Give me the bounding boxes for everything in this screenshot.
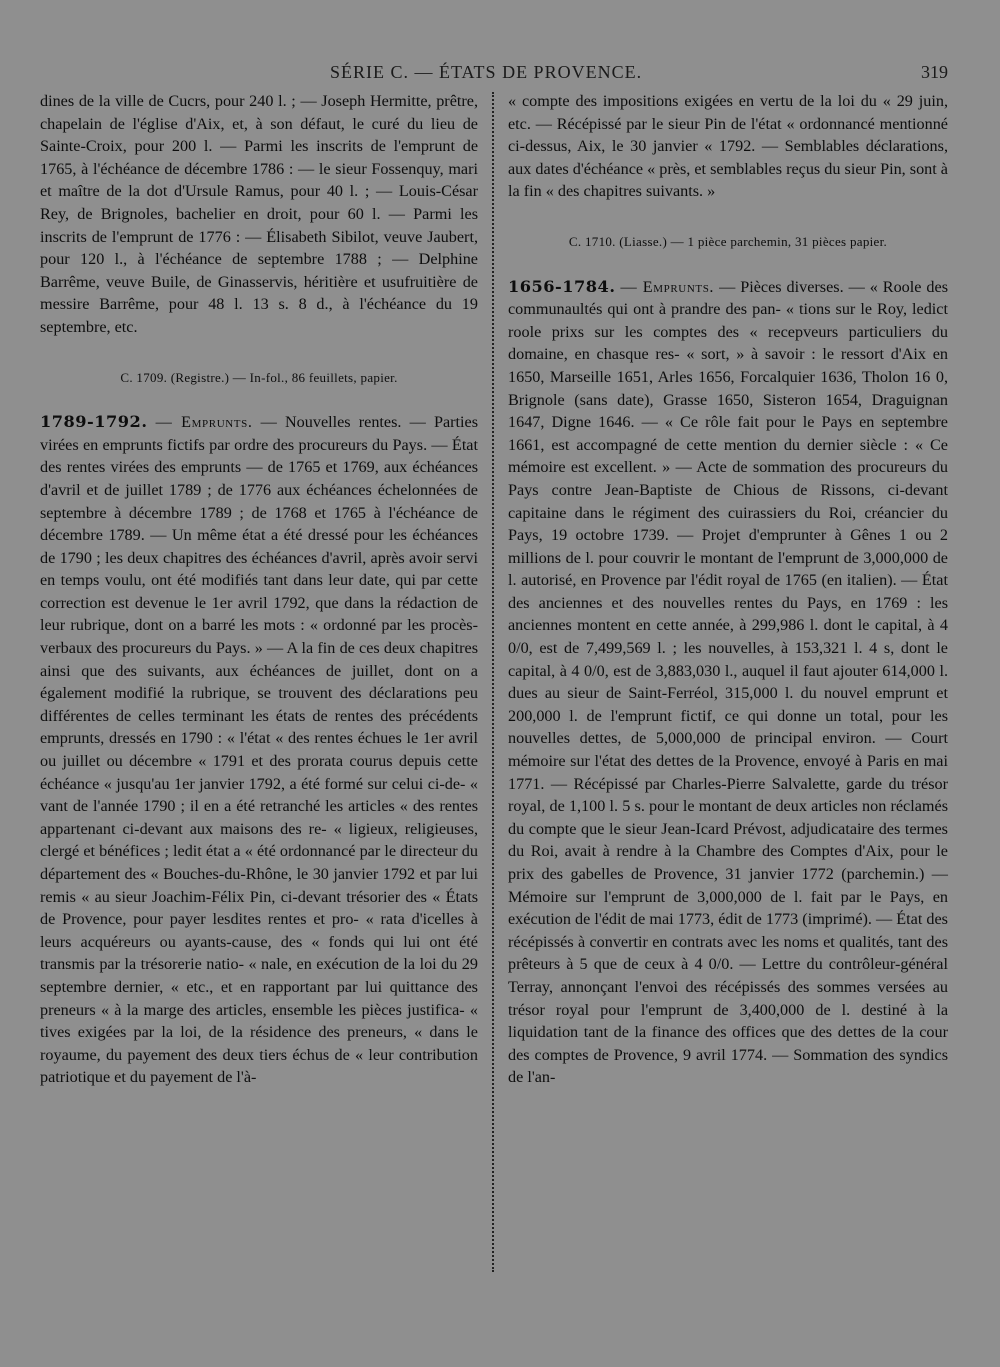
left-entry-dates: 1789-1792. xyxy=(40,412,148,432)
right-paragraph-continuation: « compte des impositions exigées en vertu de la loi du « 29 juin, etc. — Récépissé par le sieur Pin de l'état « ordonnancé mentionné ci-dessus, Aix, le 30 janvier « 1792. — Semblables déclarations, aux dates d'échéance « près, et semblables reçus du sieur Pin, sont à la fin « des chapitres suivants. » xyxy=(508,92,948,201)
left-column xyxy=(40,90,478,1089)
left-entry xyxy=(40,411,478,1089)
left-entry-heading: — Emprunts. xyxy=(155,413,253,432)
right-entry-text: — Pièces diverses. — « Roole des communaultés qui ont à prandre des pan- « tions sur le Roy, ledict roole prixs sur les comptes des « recepveurs particuliers du domaine, en chasque res- « sort, » à savoir : le ressort d'Aix en 1650, Marseille 1651, Arles 1656, Forcalquier 1636, Tholon 16 0, Brignole (sans date), Grasse 1650, Sisteron 1654, Draguignan 1647, Digne 1646. — « Ce rôle fait pour le Pays en septembre 1661, est accompagné de cette mention du dernier siècle : « Ce mémoire est excellent. » — Acte de sommation des procureurs du Pays contre Jean-Baptiste de Chious de Rissons, ci-devant capitaine dans le régiment des cuirassiers du Roi, créancier du Pays, 19 octobre 1739. — Projet d'emprunter à Gênes 1 ou 2 millions de l. pour couvrir le montant de l'emprunt de 3,000,000 de l. autorisé, en Provence par l'édit royal de 1765 (en italien). — État des anciennes et des nouvelles rentes du Pays, en 1769 : les anciennes montent en cette année, à 299,986 l. dont le capital, à 4 0/0, est de 7,499,569 l. ; les nouvelles, à 153,321 l. 4 s, dont le capital, à 4 0/0, est de 3,883,030 l., auquel il faut ajouter 614,000 l. dues au sieur de Saint-Ferréol, 315,000 l. du nouvel emprunt et 200,000 l. de l'emprunt fictif, ce qui donne un total, pour les nouvelles dettes, de 5,000,000 de principal environ. — Court mémoire sur l'état des dettes de la Provence, envoyé à Paris en mai 1771. — Récépissé par Charles-Pierre Salvalette, garde du trésor royal, de 1,100 l. 5 s. pour le montant de deux articles non réclamés du compte que le sieur Jean-Icard Prévost, adjudicataire des termes du Roi, avait à rendre à la Chambre des Comptes d'Aix, pour le prix des gabelles de Provence, 31 janvier 1772 (parchemin.) — Mémoire sur l'emprunt de 3,000,000 de l. fait par le Pays, en exécution de l'édit de mai 1773, édit de 1773 (imprimé). — État des récépissés à convertir en contrats avec les noms et qualités, tant des prêteurs à 5 que de ceux à 4 0/0. — Lettre du contrôleur-général Terray, annonçant l'envoi des récépissés des sommes versées au trésor royal pour l'emprunt de 3,400,000 de l. destiné à la liquidation tant de la finance des offices que des dettes de la cour des comptes de Provence, 9 avril 1774. — Sommation des syndics de l'an- xyxy=(508,277,949,1087)
page-header xyxy=(0,62,1000,86)
right-archive-reference: C. 1710. (Liasse.) — 1 pièce parchemin, 31 pièces papier. xyxy=(568,233,888,249)
left-paragraph-continuation: dines de la ville de Cucrs, pour 240 l. ; — Joseph Hermitte, prêtre, chapelain de l'église d'Aix, et, à son défaut, le curé du lieu de Sainte-Croix, pour 200 l. — Parmi les inscrits de l'emprunt de 1765, à l'échéance de décembre 1786 : — le sieur Fossenquy, mari et maître de la dot d'Ursule Ramus, pour 40 l. ; — Louis-César Rey, de Brignoles, bachelier en droit, pour 60 l. — Parmi les inscrits de l'emprunt de 1776 : — Élisabeth Sibilot, veuve Jaubert, pour 120 l., à l'échéance de septembre 1788 ; — Delphine Barrême, veuve Buile, de Ginasservis, héritière et usufruitière de messire Barrême, pour 48 l. 13 s. 8 d., à l'échéance du 19 septembre, etc. xyxy=(40,92,478,336)
left-archive-reference: C. 1709. (Registre.) — In-fol., 86 feuillets, papier. xyxy=(120,369,398,385)
running-title: SÉRIE C. — ÉTATS DE PROVENCE. xyxy=(330,62,643,82)
left-entry-text: — Nouvelles rentes. — Parties virées en emprunts fictifs par ordre des procureurs du Pays. — État des rentes virées des emprunts — de 1765 et 1769, aux échéances d'avril et de juillet 1789 ; de 1776 aux échéances échelonnées de septembre à décembre 1789 ; de 1768 et 1765 à l'échéance de décembre 1789. — Un même état a été dressé pour les échéances de 1790 ; les deux chapitres des échéances d'avril, après avoir servi en temps voulu, ont été modifiés tant dans leur date, qui par cette correction est devenue le 1er avril 1792, que dans la rédaction de leur rubrique, dont on a barré les mots : « ordonné par les procès-verbaux des procureurs du Pays. » — A la fin de ces deux chapitres ainsi que des suivants, aux échéances de juillet, dont on a également modifié la rubrique, se trouvent des déclarations peu différentes de celles terminant les états de rentes des précédents emprunts, dressés en 1790 : « l'état « des rentes échues le 1er avril ou juillet ou décembre « 1791 et des prorata courus depuis cette échéance « jusqu'au 1er janvier 1792, a été formé sur celui ci-de- « vant de l'année 1790 ; il en a été retranché les articles « des rentes appartenant ci-devant aux maisons des re- « ligieux, religieuses, clergé et bénéfices ; ledit état a « été ordonnancé par le directeur du département des « Bouches-du-Rhône, le 30 janvier 1792 et par lui remis « au sieur Joachim-Félix Pin, ci-devant trésorier des « États de Provence, pour payer lesdites rentes et pro- « rata d'icelles à leurs acquéreurs ou ayants-cause, des « fonds qui lui ont été transmis par la trésorerie natio- « nale, en exécution de la loi du 29 septembre dernier, « etc., et en rapportant par lui quittance des preneurs « à la marge des articles, ensemble les pièces justifica- « tives exigées par la loi, de la résidence des preneurs, « dans le royaume, du payement des deux tiers échus de « leur contribution patriotique et du payement de l'à- xyxy=(40,413,479,1087)
right-entry xyxy=(508,276,948,1089)
page-number: 319 xyxy=(921,62,948,82)
right-entry-dates: 1656-1784. xyxy=(508,276,616,296)
column-divider xyxy=(492,92,494,1272)
right-column xyxy=(508,90,948,1089)
right-entry-heading: — Emprunts. xyxy=(620,277,715,296)
